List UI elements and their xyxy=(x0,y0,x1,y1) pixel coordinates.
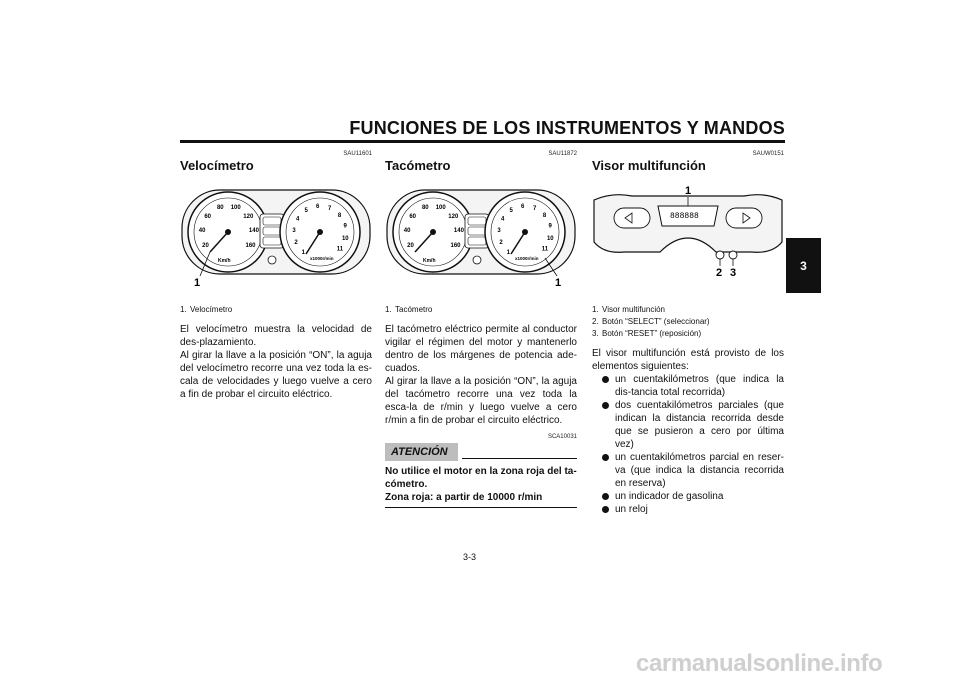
caption-row xyxy=(592,304,784,316)
section-code: SAU11601 xyxy=(343,151,372,157)
warning-line: Zona roja: a partir de 10000 r/min xyxy=(385,492,543,503)
bullet-icon xyxy=(602,402,609,409)
warning-text xyxy=(385,465,577,504)
speedometer-tick-label: 160 xyxy=(450,243,461,249)
paragraph: Al girar la llave a la posición “ON”, la aguja del velocímetro recorre una vez toda la es-cala de velocidades y luego vuelve a cero a fin de probar el circuito eléctrico. xyxy=(180,350,372,400)
list-item-text: un reloj xyxy=(615,504,648,515)
list-item xyxy=(602,373,784,399)
caption-row xyxy=(180,304,372,316)
instrument-cluster-illustration xyxy=(180,182,372,300)
speedometer-tick-label: 20 xyxy=(202,243,209,249)
page-title: FUNCIONES DE LOS INSTRUMENTOS Y MANDOS xyxy=(349,118,785,138)
instrument-cluster-illustration xyxy=(385,182,577,300)
speedometer-tick-label: 140 xyxy=(248,228,259,235)
tachometer-tick-label: 6 xyxy=(521,204,525,211)
section-body xyxy=(180,323,372,401)
tachometer-tick-label: 7 xyxy=(328,205,332,212)
section-code: SAUW0151 xyxy=(752,151,784,157)
list-item xyxy=(602,490,784,503)
tachometer-unit: x1000r/min xyxy=(310,256,334,261)
tachometer-tick-label: 3 xyxy=(497,228,501,235)
feature-list xyxy=(592,373,784,516)
list-item-text: un indicador de gasolina xyxy=(615,491,724,502)
figure-callout-1: 1 xyxy=(194,277,201,289)
section-heading: Visor multifunción xyxy=(592,158,706,173)
speedometer-tick-label: 100 xyxy=(435,205,446,212)
tachometer-tick-label: 9 xyxy=(548,223,552,230)
speedometer-unit: Km/h xyxy=(423,258,436,264)
tachometer-tick-label: 2 xyxy=(294,240,298,247)
caption-text: Visor multifunción xyxy=(602,305,665,314)
warning-header xyxy=(385,441,577,461)
figure-captions xyxy=(180,304,372,316)
speedometer-tick-label: 140 xyxy=(453,228,464,235)
caption-number: 2. xyxy=(592,317,599,326)
speedometer-tick-label: 40 xyxy=(198,228,206,235)
speedometer-tick-label: 80 xyxy=(421,205,429,212)
warning-code: SCA10031 xyxy=(547,434,577,440)
tachometer-tick-label: 11 xyxy=(541,246,549,253)
tachometer-tick-label: 5 xyxy=(509,208,513,214)
tachometer-tick-label: 9 xyxy=(343,223,347,230)
caption-text: Botón “RESET” (reposición) xyxy=(602,329,702,338)
tachometer-tick-label: 8 xyxy=(542,212,547,219)
caption-number: 1. xyxy=(385,305,392,314)
tachometer-tick-label: 8 xyxy=(337,212,342,219)
tachometer-tick-label: 3 xyxy=(292,228,296,235)
caption-row xyxy=(592,316,784,328)
tachometer-tick-label: 6 xyxy=(316,204,320,211)
multifunction-display-figure xyxy=(592,182,784,300)
caption-text: Botón “SELECT” (seleccionar) xyxy=(602,317,710,326)
tachometer-tick-label: 10 xyxy=(546,235,554,242)
figure-captions xyxy=(592,304,784,340)
tachometer-unit: x1000r/min xyxy=(515,256,539,261)
caption-row xyxy=(592,328,784,340)
caption-text: Tacómetro xyxy=(395,305,433,314)
bullet-icon xyxy=(602,493,609,500)
list-item xyxy=(602,451,784,490)
instrument-cluster-figure xyxy=(385,182,577,300)
section-code: SAU11872 xyxy=(548,151,577,157)
bullet-icon xyxy=(602,376,609,383)
watermark[interactable]: carmanualsonline.info xyxy=(636,650,883,677)
section-body xyxy=(592,347,784,373)
section-heading: Tacómetro xyxy=(385,158,451,173)
tachometer-tick-label: 4 xyxy=(501,216,505,223)
caption-number: 3. xyxy=(592,329,599,338)
paragraph: El tacómetro eléctrico permite al conductor vigilar el régimen del motor y mantenerlo dentro de los márgenes de potencia ade-cuados. xyxy=(385,324,577,374)
speedometer-tick-label: 120 xyxy=(243,213,254,220)
section-heading: Velocímetro xyxy=(180,158,254,173)
caption-text: Velocímetro xyxy=(190,305,233,314)
speedometer-tick-label: 80 xyxy=(216,205,224,212)
list-item-text: un cuentakilómetros (que indica la dis-tancia total recorrida) xyxy=(615,374,784,398)
warning-bottom-rule xyxy=(385,507,577,508)
paragraph: Al girar la llave a la posición “ON”, la aguja del tacómetro recorre una vez toda la esca-la de r/min y luego vuelve a cero r/min a fin de probar el circuito eléctrico. xyxy=(385,376,577,426)
tachometer-tick-label: 11 xyxy=(336,246,344,253)
tachometer-tick-label: 2 xyxy=(499,240,503,247)
speedometer-tick-label: 160 xyxy=(245,243,256,249)
speedometer-tick-label: 60 xyxy=(409,213,417,220)
section-velocimetro xyxy=(180,150,372,401)
caption-number: 1. xyxy=(592,305,599,314)
page-number: 3-3 xyxy=(463,552,477,562)
multifunction-display-illustration xyxy=(592,182,784,300)
section-body xyxy=(385,323,577,427)
figure-callout-3: 3 xyxy=(730,267,737,279)
bullet-icon xyxy=(602,454,609,461)
speedometer-tick-label: 100 xyxy=(230,205,241,212)
figure-callout-2: 2 xyxy=(716,267,723,279)
section-visor-multifuncion xyxy=(592,150,784,516)
list-item xyxy=(602,399,784,451)
warning-line: No utilice el motor en la zona roja del ta-cómetro. xyxy=(385,466,577,490)
caption-row xyxy=(385,304,577,316)
lcd-digits: 888888 xyxy=(670,212,699,221)
speedometer-unit: Km/h xyxy=(218,258,231,264)
list-item-text: un cuentakilómetros parcial en reser-va (que indica la distancia recorrida en reserva) xyxy=(615,452,784,489)
list-item xyxy=(602,503,784,516)
paragraph: El visor multifunción está provisto de los elementos siguientes: xyxy=(592,348,784,372)
speedometer-tick-label: 20 xyxy=(407,243,414,249)
tachometer-tick-label: 4 xyxy=(296,216,300,223)
tachometer-tick-label: 1 xyxy=(301,249,305,256)
figure-captions xyxy=(385,304,577,316)
tachometer-tick-label: 10 xyxy=(341,235,349,242)
title-rule xyxy=(180,140,785,143)
warning-label: ATENCIÓN xyxy=(385,443,458,461)
caption-number: 1. xyxy=(180,305,187,314)
speedometer-tick-label: 120 xyxy=(448,213,459,220)
warning-box xyxy=(385,433,577,508)
tachometer-tick-label: 1 xyxy=(506,249,510,256)
section-tacometro xyxy=(385,150,577,508)
warning-rule xyxy=(462,458,577,459)
bullet-icon xyxy=(602,506,609,513)
tachometer-tick-label: 7 xyxy=(533,205,537,212)
speedometer-tick-label: 60 xyxy=(204,213,212,220)
instrument-cluster-figure xyxy=(180,182,372,300)
figure-callout-1: 1 xyxy=(555,277,562,289)
tachometer-tick-label: 5 xyxy=(304,208,308,214)
speedometer-tick-label: 40 xyxy=(403,228,411,235)
list-item-text: dos cuentakilómetros parciales (que indican la distancia recorrida desde que se pusieron a cero por última vez) xyxy=(615,400,784,450)
paragraph: El velocímetro muestra la velocidad de des-plazamiento. xyxy=(180,324,372,348)
figure-callout-1: 1 xyxy=(685,185,692,197)
chapter-tab[interactable]: 3 xyxy=(786,238,821,293)
